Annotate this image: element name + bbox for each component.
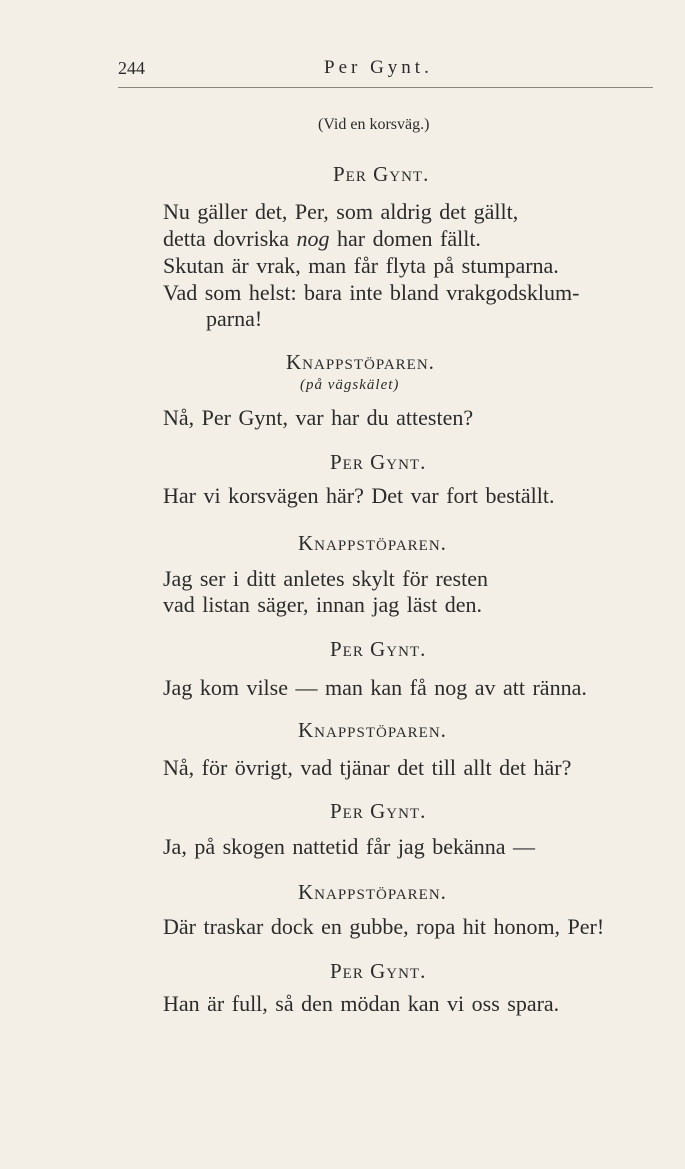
speaker-per-gynt: Per Gynt.: [330, 450, 427, 474]
stage-setting: (Vid en korsväg.): [318, 116, 430, 133]
speaker-per-gynt: Per Gynt.: [330, 799, 427, 823]
speaker-per-gynt: Per Gynt.: [333, 162, 430, 186]
speaker-knappstoparen: Knappstöparen.: [298, 880, 447, 904]
verse-line: Nu gäller det, Per, som aldrig det gällt,: [163, 199, 519, 224]
verse-line-continuation: parna!: [206, 306, 263, 331]
running-title: Per Gynt.: [324, 57, 433, 78]
page-header: [118, 57, 653, 88]
stage-direction: (på vägskälet): [300, 377, 400, 393]
verse-line: Nå, för övrigt, vad tjänar det till allt det här?: [163, 755, 572, 780]
verse-line: vad listan säger, innan jag läst den.: [163, 592, 483, 617]
verse-line: Jag ser i ditt anletes skylt för resten: [163, 566, 488, 591]
verse-text: har domen fällt.: [329, 226, 481, 251]
speaker-per-gynt: Per Gynt.: [330, 959, 427, 983]
verse-line: Vad som helst: bara inte bland vrakgodsklum-: [163, 280, 580, 305]
verse-text: detta dovriska: [163, 226, 297, 251]
page-number: 244: [118, 58, 145, 78]
verse-line: Ja, på skogen nattetid får jag bekänna —: [163, 834, 535, 859]
emphasized-word: nog: [296, 226, 330, 251]
verse-line: Nå, Per Gynt, var har du attesten?: [163, 405, 474, 430]
verse-line: Har vi korsvägen här? Det var fort beställt.: [163, 483, 555, 508]
verse-line: [163, 226, 481, 252]
speaker-knappstoparen: Knappstöparen.: [286, 350, 435, 374]
speaker-per-gynt: Per Gynt.: [330, 637, 427, 661]
verse-line: Skutan är vrak, man får flyta på stumparna.: [163, 253, 559, 278]
speaker-knappstoparen: Knappstöparen.: [298, 531, 447, 555]
verse-line: Han är full, så den mödan kan vi oss spara.: [163, 991, 560, 1016]
verse-line: Där traskar dock en gubbe, ropa hit honom, Per!: [163, 914, 605, 939]
verse-line: Jag kom vilse — man kan få nog av att ränna.: [163, 675, 587, 700]
speaker-knappstoparen: Knappstöparen.: [298, 718, 447, 742]
